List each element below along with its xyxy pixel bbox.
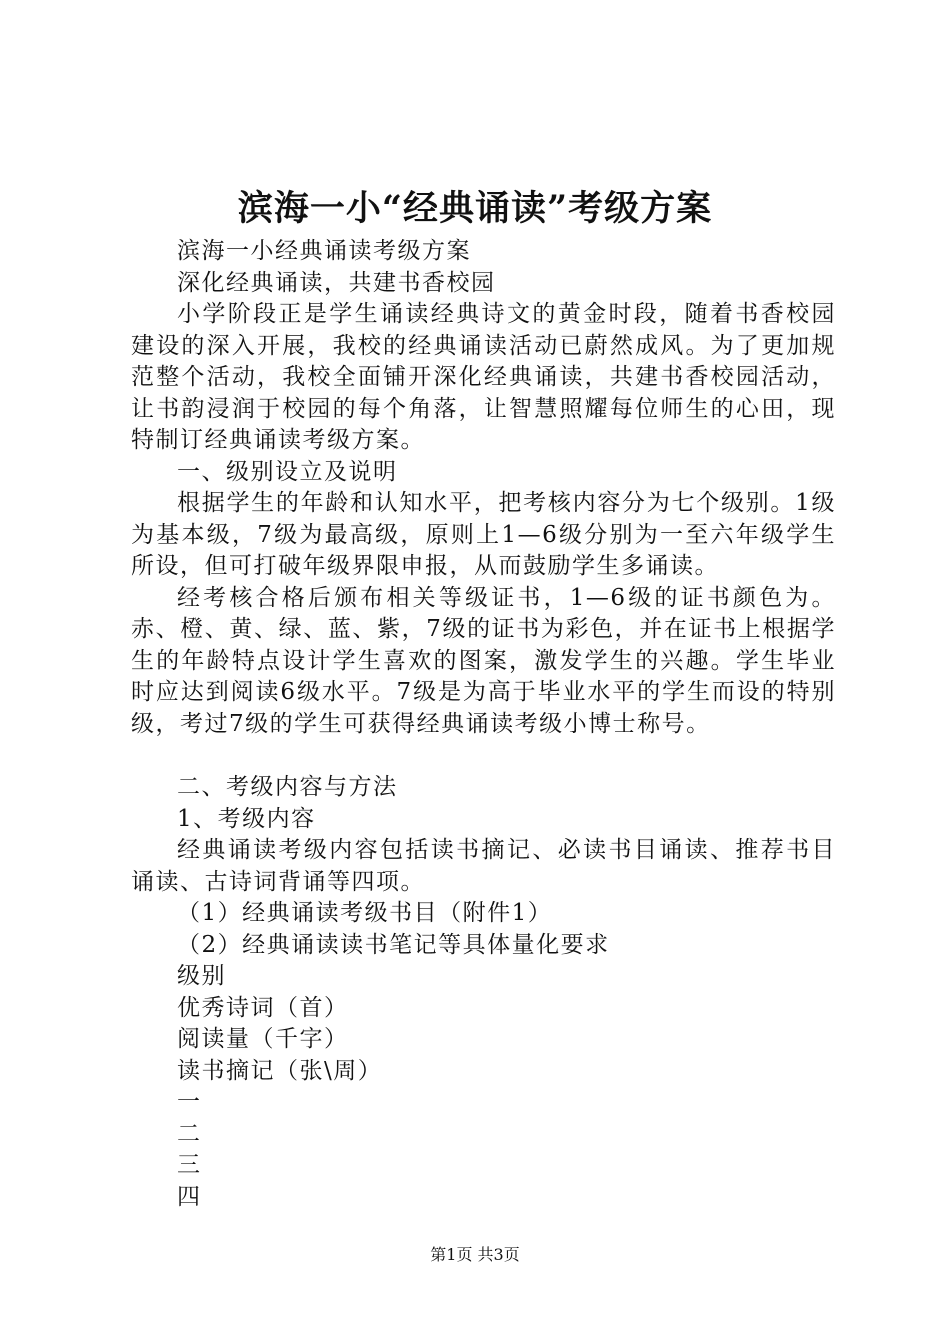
paragraph-intro: 小学阶段正是学生诵读经典诗文的黄金时段，随着书香校园建设的深入开展，我校的经典诵读活动已蔚然成风。为了更加规范整个活动，我校全面铺开深化经典诵读，共建书香校园活动，让书韵浸润于校园的每个角落，让智慧照耀每位师生的心田，现特制订经典诵读考级方案。 <box>131 301 836 453</box>
paragraph-certificates: 经考核合格后颁布相关等级证书，1—6级的证书颜色为。赤、橙、黄、绿、蓝、紫，7级的证书为彩色，并在证书上根据学生的年龄特点设计学生喜欢的图案，激发学生的兴趣。学生毕业时应达到阅读6级水平。7级是为高于毕业水平的学生而设的特别级，考过7级的学生可获得经典诵读考级小博士称号。 <box>131 584 836 737</box>
table-row-level-3: 三 <box>177 1152 202 1178</box>
paragraph-spacer <box>131 740 836 772</box>
paragraph-subtitle: 滨海一小经典诵读考级方案 <box>177 238 471 264</box>
table-header-notes: 读书摘记（张\周） <box>177 1057 383 1084</box>
document-body <box>131 236 836 1213</box>
list-item-requirements: （2）经典诵读读书笔记等具体量化要求 <box>177 931 610 958</box>
subsection-heading-content: 1、考级内容 <box>177 805 316 832</box>
table-header-level: 级别 <box>177 963 226 989</box>
table-row-level-4: 四 <box>177 1183 202 1210</box>
document-title: 滨海一小“经典诵读”考级方案 <box>237 188 713 229</box>
list-item-booklist: （1）经典诵读考级书目（附件1） <box>177 900 553 926</box>
paragraph-content: 经典诵读考级内容包括读书摘记、必读书目诵读、推荐书目诵读、古诗词背诵等四项。 <box>131 837 836 895</box>
table-header-reading: 阅读量（千字） <box>177 1026 349 1052</box>
page-footer: 第1页 共3页 <box>430 1245 520 1264</box>
table-row-level-2: 二 <box>177 1120 202 1147</box>
section-heading-content: 二、考级内容与方法 <box>177 774 398 800</box>
table-row-level-1: 一 <box>177 1089 202 1115</box>
paragraph-slogan: 深化经典诵读，共建书香校园 <box>177 269 496 296</box>
paragraph-levels: 根据学生的年龄和认知水平，把考核内容分为七个级别。1级为基本级，7级为最高级，原则上1—6级分别为一至六年级学生所设，但可打破年级界限申报，从而鼓励学生多诵读。 <box>131 490 836 579</box>
section-heading-levels: 一、级别设立及说明 <box>177 458 398 485</box>
table-header-poems: 优秀诗词（首） <box>177 994 349 1021</box>
